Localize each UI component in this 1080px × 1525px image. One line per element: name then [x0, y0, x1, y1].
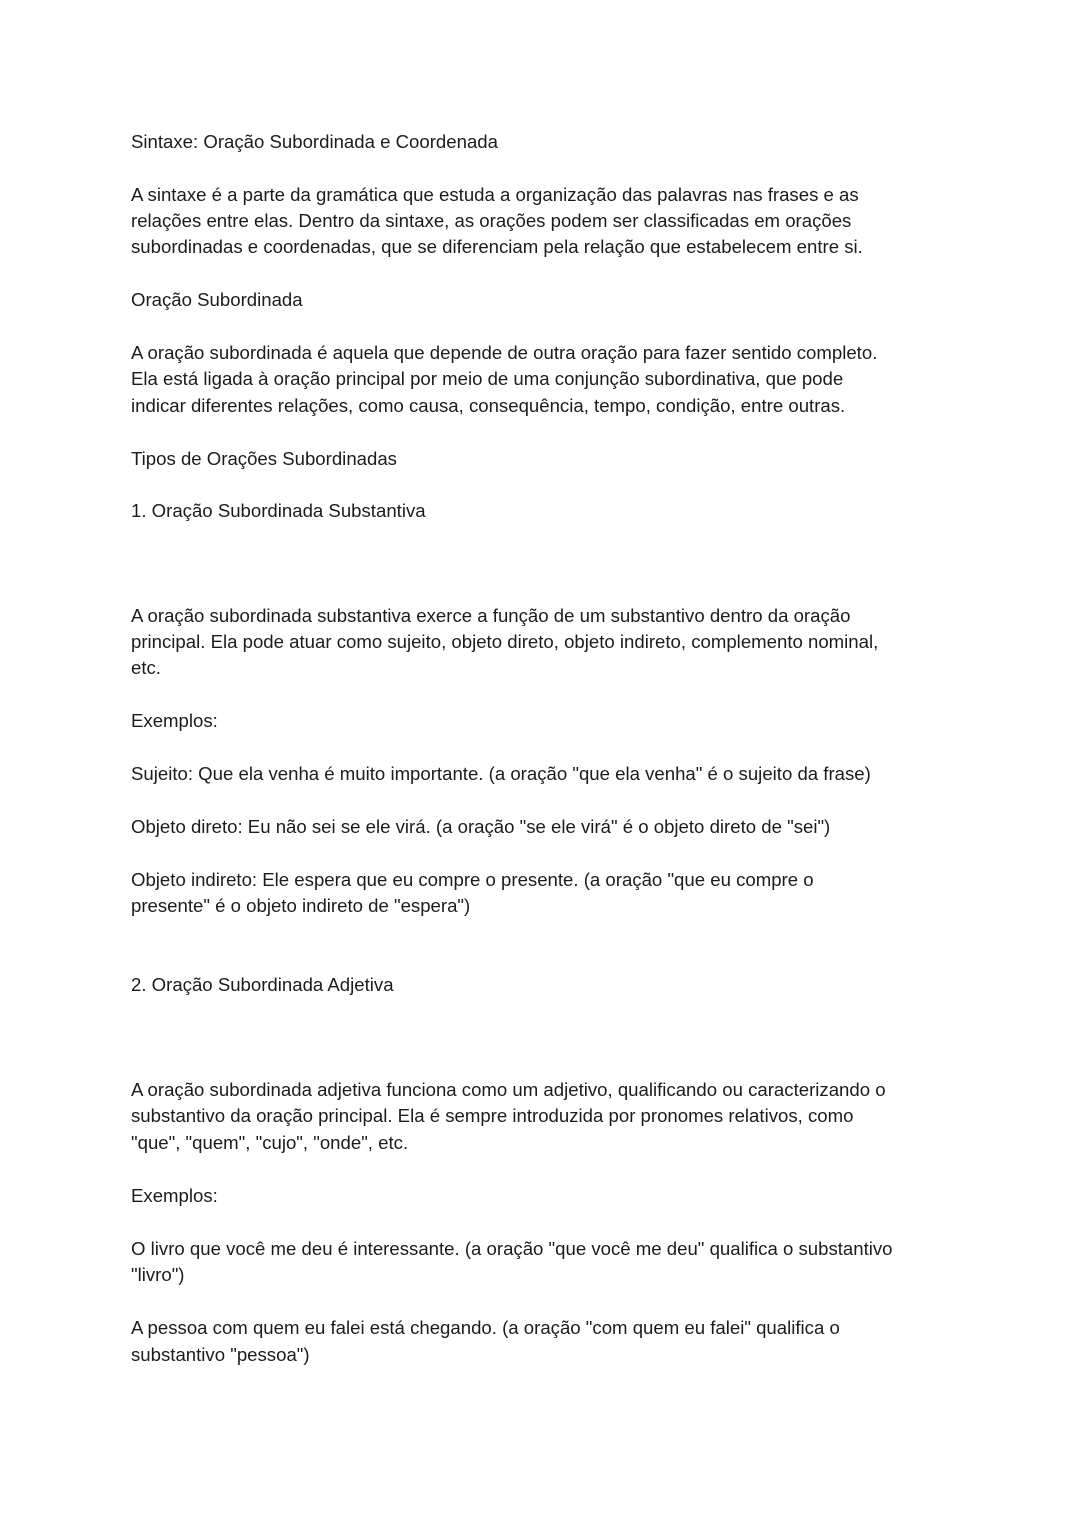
document-title: Sintaxe: Oração Subordinada e Coordenada — [131, 131, 498, 152]
section-heading: Oração Subordinada — [131, 289, 303, 310]
examples-label: Exemplos: — [131, 710, 218, 731]
text-line: substantivo da oração principal. Ela é sempre introduzida por pronomes relativos, como — [131, 1105, 854, 1126]
text-line: subordinadas e coordenadas, que se diferenciam pela relação que estabelecem entre si. — [131, 236, 863, 257]
text-line: A oração subordinada adjetiva funciona como um adjetivo, qualificando ou caracterizando o — [131, 1079, 886, 1100]
subsection-heading: 1. Oração Subordinada Substantiva — [131, 500, 426, 521]
text-line: O livro que você me deu é interessante. (a oração "que você me deu" qualifica o substantivo — [131, 1238, 893, 1259]
text-line: A sintaxe é a parte da gramática que estuda a organização das palavras nas frases e as — [131, 184, 859, 205]
text-line: A oração subordinada é aquela que depende de outra oração para fazer sentido completo. — [131, 342, 878, 363]
subsection-heading: 2. Oração Subordinada Adjetiva — [131, 974, 394, 995]
example: Sujeito: Que ela venha é muito importante. (a oração "que ela venha" é o sujeito da frase) — [131, 763, 871, 784]
text-line: relações entre elas. Dentro da sintaxe, as orações podem ser classificadas em orações — [131, 210, 852, 231]
section-heading: Tipos de Orações Subordinadas — [131, 448, 397, 469]
text-line: principal. Ela pode atuar como sujeito, objeto direto, objeto indireto, complemento nominal, — [131, 631, 879, 652]
text-line: etc. — [131, 657, 161, 678]
text-line: A oração subordinada substantiva exerce a função de um substantivo dentro da oração — [131, 605, 851, 626]
text-line: Objeto indireto: Ele espera que eu compre o presente. (a oração "que eu compre o — [131, 869, 814, 890]
examples-label: Exemplos: — [131, 1185, 218, 1206]
example: Objeto direto: Eu não sei se ele virá. (a oração "se ele virá" é o objeto direto de "sei") — [131, 816, 831, 837]
text-line: A pessoa com quem eu falei está chegando. (a oração "com quem eu falei" qualifica o — [131, 1317, 840, 1338]
text-line: "que", "quem", "cujo", "onde", etc. — [131, 1132, 409, 1153]
text-line: "livro") — [131, 1264, 185, 1285]
text-line: presente" é o objeto indireto de "espera") — [131, 895, 471, 916]
text-line: Ela está ligada à oração principal por meio de uma conjunção subordinativa, que pode — [131, 368, 844, 389]
text-line: substantivo "pessoa") — [131, 1344, 310, 1365]
text-line: indicar diferentes relações, como causa, consequência, tempo, condição, entre outras. — [131, 395, 846, 416]
